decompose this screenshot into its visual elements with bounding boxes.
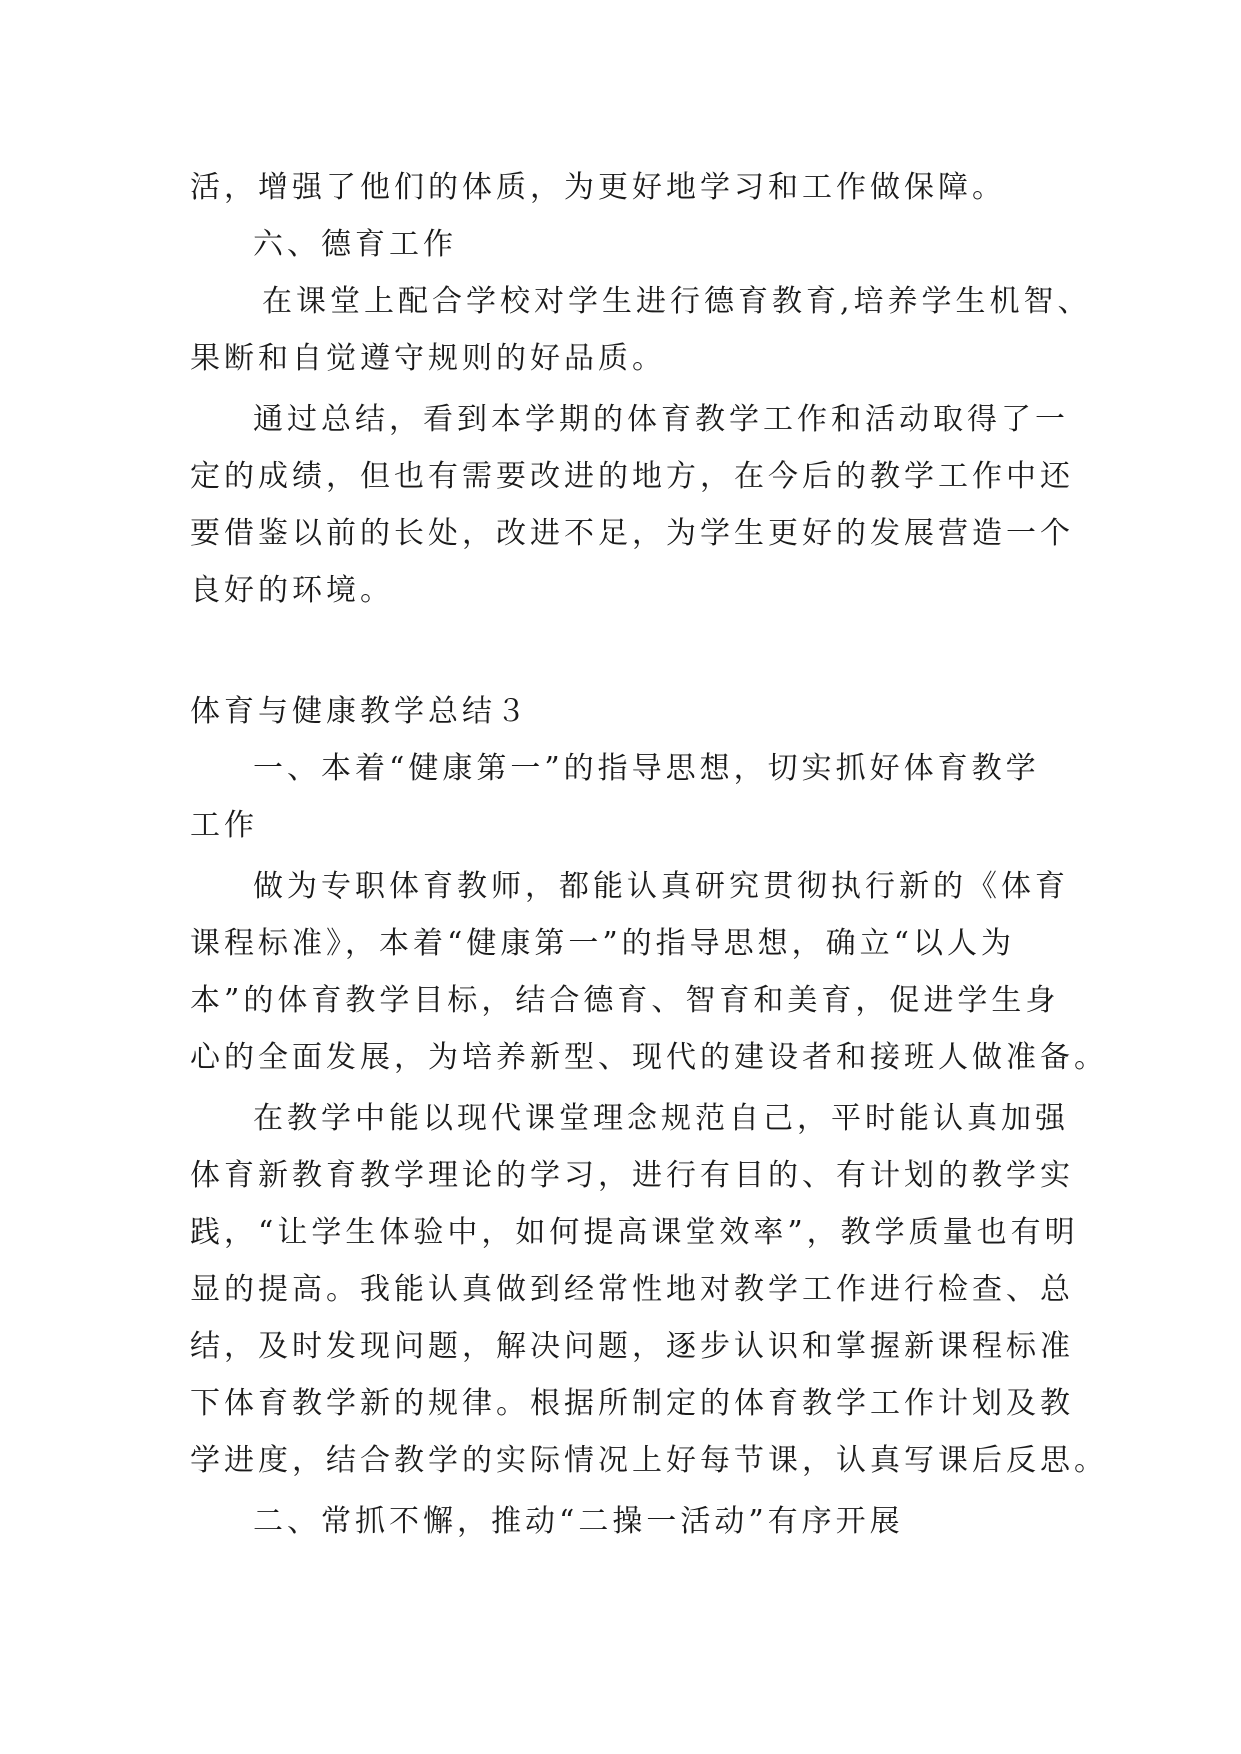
text-line: 良好的环境。 — [190, 573, 394, 608]
text-line: 在课堂上配合学校对学生进行德育教育,培养学生机智、 — [262, 284, 1092, 319]
text-line: 在教学中能以现代课堂理念规范自己，平时能认真加强 — [253, 1101, 1069, 1136]
document-title: 体育与健康教学总结３ — [190, 694, 530, 729]
text-line: 体育新教育教学理论的学习，进行有目的、有计划的教学实 — [190, 1158, 1074, 1193]
text-line: 下体育教学新的规律。根据所制定的体育教学工作计划及教 — [190, 1386, 1074, 1421]
text-line: 要借鉴以前的长处，改进不足，为学生更好的发展营造一个 — [190, 516, 1074, 551]
section-heading: 二、常抓不懈，推动“二操一活动”有序开展 — [253, 1504, 904, 1539]
text-line: 课程标准》，本着“健康第一”的指导思想，确立“以人为 — [190, 926, 1016, 961]
text-line: 本”的体育教学目标，结合德育、智育和美育，促进学生身 — [190, 983, 1060, 1018]
section-heading: 六、德育工作 — [253, 227, 457, 262]
text-line: 果断和自觉遵守规则的好品质。 — [190, 341, 666, 376]
text-line: 做为专职体育教师，都能认真研究贯彻执行新的《体育 — [253, 869, 1069, 904]
text-line: 显的提高。我能认真做到经常性地对教学工作进行检查、总 — [190, 1272, 1074, 1307]
text-line: 工作 — [190, 808, 258, 843]
text-line: 学进度，结合教学的实际情况上好每节课，认真写课后反思。 — [190, 1443, 1108, 1478]
text-line: 结，及时发现问题，解决问题，逐步认识和掌握新课程标准 — [190, 1329, 1074, 1364]
text-line: 心的全面发展，为培养新型、现代的建设者和接班人做准备。 — [190, 1040, 1108, 1075]
text-line: 践，“让学生体验中，如何提高课堂效率”，教学质量也有明 — [190, 1215, 1079, 1250]
text-line: 定的成绩，但也有需要改进的地方，在今后的教学工作中还 — [190, 459, 1074, 494]
section-heading: 一、本着“健康第一”的指导思想，切实抓好体育教学 — [253, 751, 1040, 786]
text-line: 通过总结，看到本学期的体育教学工作和活动取得了一 — [253, 402, 1069, 437]
text-line: 活，增强了他们的体质，为更好地学习和工作做保障。 — [190, 170, 1006, 205]
